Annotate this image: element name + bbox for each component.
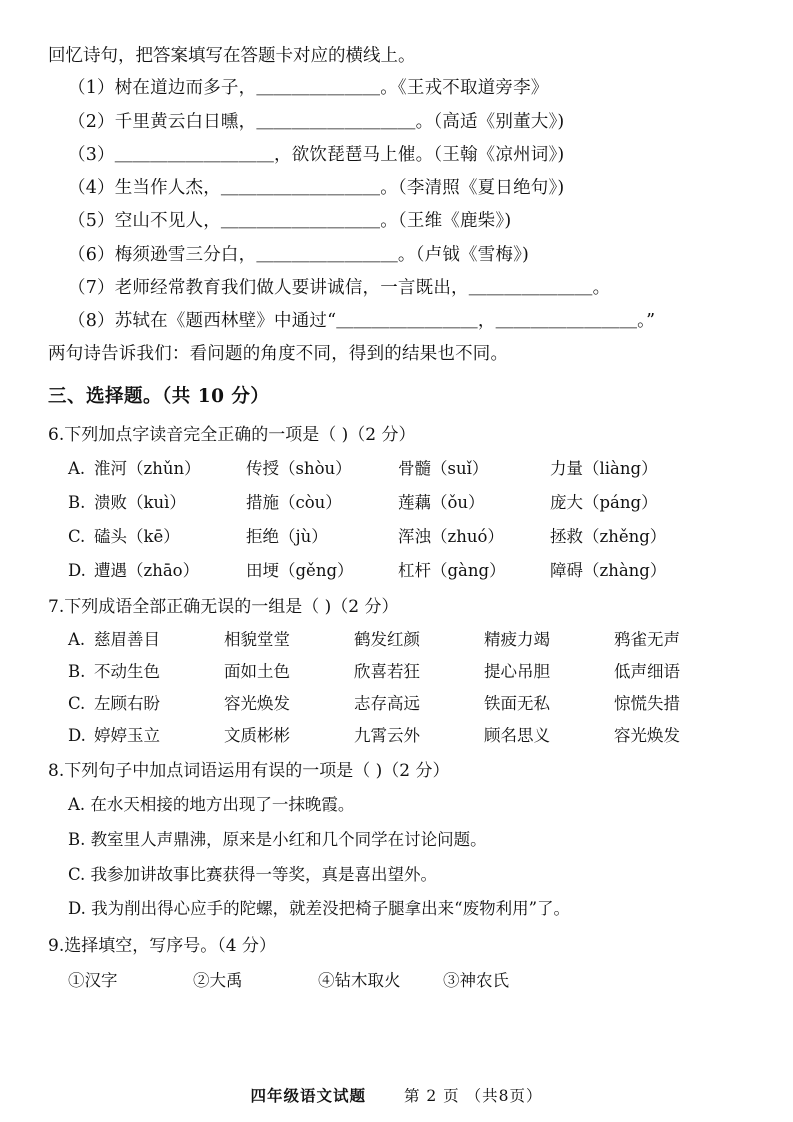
poem-item-continuation: 两句诗告诉我们：看问题的角度不同，得到的结果也不同。: [48, 344, 509, 365]
question-6-option-a[interactable]: [48, 452, 745, 486]
question-9-stem: 9.选择填空，写序号。（4 分）: [48, 935, 276, 956]
option-cell: 低声细语: [614, 661, 680, 681]
option-cell: 容光焕发: [614, 726, 680, 746]
poem-item: （4）生当作人杰，＿＿＿＿＿＿＿＿＿。（李清照《夏日绝句》): [68, 178, 565, 199]
question-7-option-d[interactable]: [48, 720, 745, 752]
option-label: B.: [68, 493, 86, 513]
option-cell: 精疲力竭: [484, 629, 550, 649]
option-label: A.: [68, 629, 86, 649]
option-cell: 铁面无私: [484, 694, 550, 714]
poem-item: （5）空山不见人，＿＿＿＿＿＿＿＿＿。（王维《鹿柴》): [68, 211, 512, 232]
choice-item: ③神农氏: [443, 970, 509, 990]
question-8-option-b[interactable]: B. 教室里人声鼎沸，原来是小红和几个同学在讨论问题。: [68, 830, 487, 850]
option-cell: 骨髓（suǐ）: [398, 459, 489, 479]
option-label: C.: [68, 694, 86, 714]
option-cell: 溃败（kuì）: [94, 493, 186, 513]
option-cell: 传授（shòu）: [246, 459, 352, 479]
option-label: A.: [68, 459, 86, 479]
choice-item: ①汉字: [68, 970, 118, 990]
option-cell: 拒绝（jù）: [246, 527, 328, 547]
poem-item: （1）树在道边而多子，＿＿＿＿＿＿＿。《王戎不取道旁李》: [68, 78, 549, 99]
question-8-option-c[interactable]: C. 我参加讲故事比赛获得一等奖，真是喜出望外。: [68, 864, 438, 884]
option-cell: 志存高远: [354, 694, 420, 714]
poem-item: （3）＿＿＿＿＿＿＿＿＿，欲饮琵琶马上催。（王翰《凉州词》): [68, 144, 565, 165]
option-cell: 力量（liàng）: [550, 459, 658, 479]
option-label: B.: [68, 661, 86, 681]
option-cell: 欣喜若狂: [354, 661, 420, 681]
option-cell: 田埂（gěng）: [246, 560, 354, 580]
question-8-stem: 8.下列句子中加点词语运用有误的一项是（ )（2 分）: [48, 761, 450, 782]
option-cell: 九霄云外: [354, 726, 420, 746]
question-7-option-a[interactable]: [48, 624, 745, 656]
option-cell: 淮河（zhǔn）: [94, 459, 201, 479]
poem-item: （6）梅须逊雪三分白，＿＿＿＿＿＿＿＿。（卢钺《雪梅》): [68, 244, 530, 265]
option-cell: 面如土色: [224, 661, 290, 681]
option-cell: 磕头（kē）: [94, 527, 180, 547]
question-8-option-d[interactable]: D. 我为削出得心应手的陀螺，就差没把椅子腿拿出来“废物利用”了。: [68, 899, 571, 919]
poem-item: （8）苏轼在《题西林壁》中通过“＿＿＿＿＿＿＿＿，＿＿＿＿＿＿＿＿。”: [68, 311, 656, 332]
poem-section-lead: 回忆诗句，把答案填写在答题卡对应的横线上。: [48, 46, 416, 66]
option-cell: 相貌堂堂: [224, 629, 290, 649]
option-cell: 杠杆（gàng）: [398, 560, 506, 580]
option-label: D.: [68, 726, 86, 746]
option-cell: 文质彬彬: [224, 726, 290, 746]
choice-item: ②大禹: [193, 970, 243, 990]
option-cell: 拯救（zhěng）: [550, 527, 667, 547]
option-cell: 容光焕发: [224, 694, 290, 714]
option-cell: 慈眉善目: [94, 629, 160, 649]
poem-item: （7）老师经常教育我们做人要讲诚信，一言既出，＿＿＿＿＿＿＿。: [68, 277, 611, 298]
page-footer: [0, 1084, 793, 1106]
option-cell: 遭遇（zhāo）: [94, 560, 200, 580]
footer-exam-title: 四年级语文试题: [250, 1086, 367, 1105]
question-7-stem: 7.下列成语全部正确无误的一组是（ )（2 分）: [48, 596, 399, 617]
question-6-option-d[interactable]: [48, 554, 745, 588]
option-cell: 障碍（zhàng）: [550, 560, 667, 580]
option-cell: 浑浊（zhuó）: [398, 527, 504, 547]
option-cell: 惊慌失措: [614, 694, 680, 714]
option-cell: 婷婷玉立: [94, 726, 160, 746]
question-8-option-a[interactable]: A. 在水天相接的地方出现了一抹晚霞。: [68, 795, 355, 815]
footer-page-number: 第 2 页 （共8页）: [403, 1087, 543, 1105]
poem-item: （2）千里黄云白日曛，＿＿＿＿＿＿＿＿＿。（高适《别董大》): [68, 111, 565, 132]
option-label: D.: [68, 560, 86, 580]
option-cell: 措施（còu）: [246, 493, 342, 513]
question-7-option-c[interactable]: [48, 688, 745, 720]
question-6-option-b[interactable]: [48, 486, 745, 520]
option-cell: 提心吊胆: [484, 661, 550, 681]
question-9-choices[interactable]: [48, 963, 745, 999]
option-cell: 莲藕（ǒu）: [398, 493, 485, 513]
option-cell: 不动生色: [94, 661, 160, 681]
option-cell: 鸦雀无声: [614, 629, 680, 649]
choice-item: ④钻木取火: [318, 970, 401, 990]
question-6-option-c[interactable]: [48, 520, 745, 554]
option-cell: 顾名思义: [484, 726, 550, 746]
option-cell: 鹤发红颜: [354, 629, 420, 649]
option-cell: 庞大（páng）: [550, 493, 658, 513]
question-7-option-b[interactable]: [48, 656, 745, 688]
option-label: C.: [68, 527, 86, 547]
option-cell: 左顾右盼: [94, 694, 160, 714]
section-title-three: 三、选择题。（共 10 分）: [48, 385, 270, 407]
question-6-stem: 6.下列加点字读音完全正确的一项是（ )（2 分）: [48, 425, 416, 446]
